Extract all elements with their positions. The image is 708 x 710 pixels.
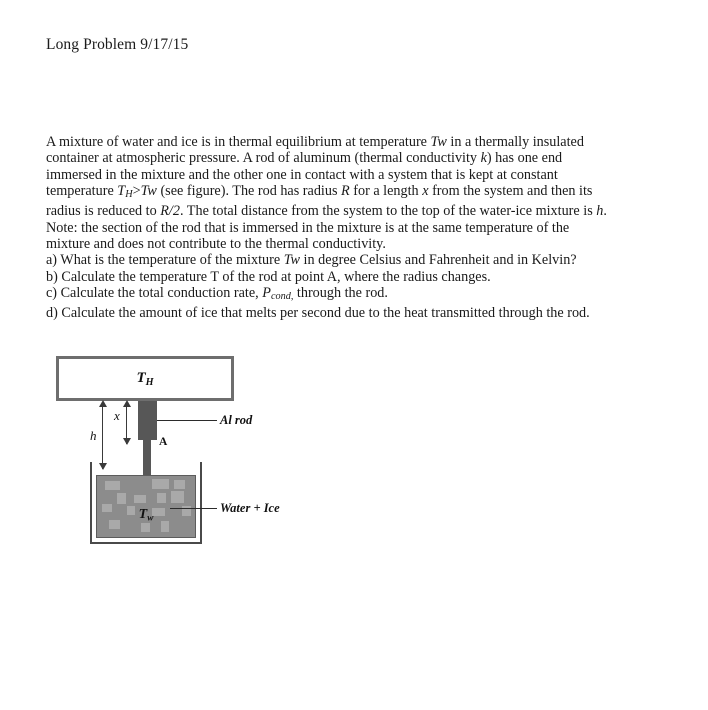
question-a-variable: Tw	[283, 252, 300, 269]
paragraph-line-5	[46, 203, 646, 219]
dimension-label-x: x	[114, 408, 120, 423]
point-a-label: A	[159, 436, 168, 448]
paragraph-line-3: immersed in the mixture and the other one in contact with a system that is kept at constant	[46, 166, 558, 183]
line1-variable: Tw	[430, 134, 447, 150]
paragraph-line-2	[46, 150, 646, 166]
problem-statement	[46, 134, 646, 322]
line4-variable-tw: Tw	[140, 182, 157, 199]
question-c-text-post: through the rod.	[293, 284, 388, 301]
page-title: Long Problem 9/17/15	[46, 36, 189, 53]
line4-text-e: from the system and then its	[428, 182, 593, 199]
line2-variable: k	[480, 150, 487, 167]
ice-chunk	[174, 480, 185, 489]
rod-callout-label: Al rod	[220, 413, 253, 427]
mixture-callout-label: Water + Ice	[220, 501, 280, 515]
mixture-temperature-subscript: w	[147, 512, 154, 523]
line4-text-c: (see figure). The rod has radius	[156, 182, 342, 199]
question-b: b) Calculate the temperature T of the rod at point A, where the radius changes.	[46, 268, 491, 285]
line5-text-c: .	[603, 203, 607, 220]
line5-variable-h: h	[596, 203, 604, 220]
ice-chunk	[134, 495, 146, 503]
aluminium-rod-wide-section	[138, 401, 157, 440]
hot-reservoir-subscript: H	[145, 376, 154, 388]
paragraph-line-6: Note: the section of the rod that is immersed in the mixture is at the same temperature of the	[46, 219, 570, 236]
line1-text-a: A mixture of water and ice is in thermal equilibrium at temperature	[46, 134, 431, 150]
line4-variable-x: x	[422, 182, 429, 199]
ice-chunk	[141, 523, 150, 532]
ice-chunk	[171, 491, 184, 503]
line1-text-b: in a thermally insulated	[446, 134, 584, 150]
line5-variable-r2: R/2	[160, 203, 180, 220]
paragraph-line-1	[46, 134, 646, 150]
ice-chunk	[152, 479, 169, 489]
dimension-line-h	[102, 402, 103, 469]
arrowhead-x-bottom-icon	[123, 438, 131, 445]
line5-text-a: radius is reduced to	[46, 203, 161, 220]
question-c	[46, 285, 646, 306]
line4-subscript-h: H	[125, 189, 133, 201]
line5-text-b: . The total distance from the system to the top of the water-ice mixture is	[179, 203, 597, 220]
line4-variable-th: T	[117, 182, 126, 199]
hot-reservoir-label	[59, 370, 231, 388]
line4-text-a: temperature	[46, 182, 118, 199]
physics-diagram	[52, 350, 352, 550]
question-c-variable-p: P	[262, 284, 271, 301]
question-a	[46, 252, 646, 268]
dimension-label-h: h	[90, 428, 97, 443]
arrowhead-h-top-icon	[99, 400, 107, 407]
ice-chunk	[157, 493, 166, 503]
paragraph-line-7: mixture and does not contribute to the thermal conductivity.	[46, 236, 386, 253]
hot-reservoir-symbol: T	[136, 369, 146, 386]
question-c-subscript: cond,	[270, 291, 294, 303]
question-a-text-post: in degree Celsius and Fahrenheit and in Kelvin?	[300, 252, 577, 269]
question-a-text-pre: a) What is the temperature of the mixture	[46, 252, 284, 269]
line2-text-a: container at atmospheric pressure. A rod of aluminum (thermal conductivity	[46, 150, 481, 167]
hot-reservoir-box	[56, 356, 234, 401]
ice-chunk	[117, 493, 126, 504]
question-c-text-pre: c) Calculate the total conduction rate,	[46, 284, 263, 301]
paragraph-line-4	[46, 183, 646, 204]
question-d: d) Calculate the amount of ice that melts per second due to the heat transmitted through the rod.	[46, 305, 590, 322]
arrowhead-x-top-icon	[123, 400, 131, 407]
leader-line-rod	[157, 420, 217, 421]
mixture-temperature-symbol: T	[138, 507, 148, 522]
mixture-temperature-label	[97, 507, 195, 523]
line4-variable-r: R	[341, 182, 350, 199]
line4-operator: >	[132, 182, 141, 199]
line4-text-d: for a length	[349, 182, 423, 199]
line2-text-b: ) has one end	[486, 150, 563, 167]
ice-chunk	[105, 481, 120, 490]
water-ice-mixture	[96, 475, 196, 538]
